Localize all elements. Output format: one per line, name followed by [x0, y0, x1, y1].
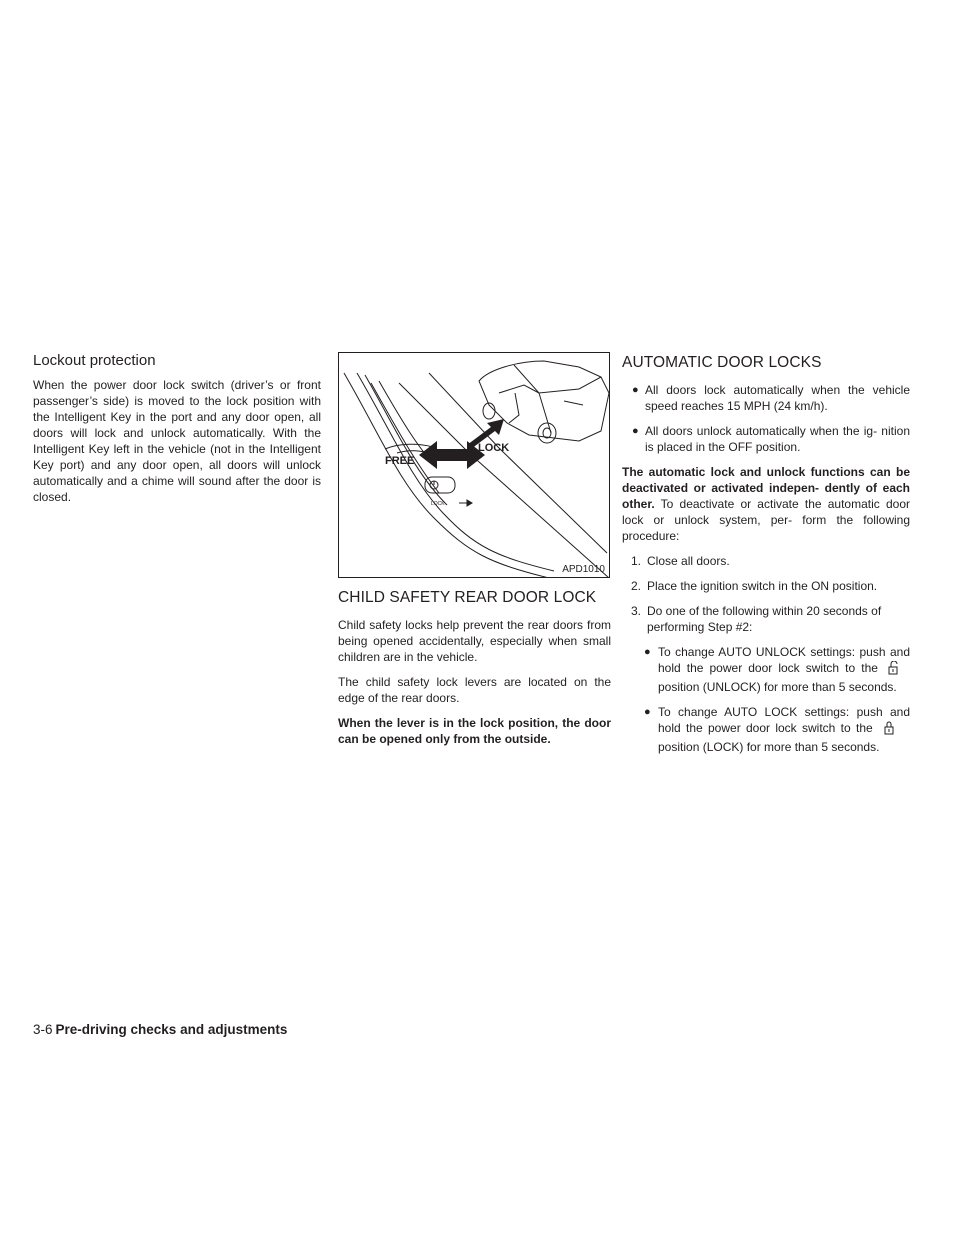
child-safety-para2: The child safety lock levers are located on the edge of the rear doors. — [338, 675, 611, 705]
procedure-steps — [622, 553, 910, 635]
bullet-item — [622, 423, 910, 455]
auto-locks-intro — [622, 464, 910, 544]
child-safety-heading: CHILD SAFETY REAR DOOR LOCK — [338, 589, 597, 606]
step-number: 3. — [631, 604, 642, 618]
child-lock-figure — [338, 352, 610, 578]
bullet-dot: ● — [644, 706, 651, 718]
child-safety-section — [338, 352, 611, 756]
bullet-text: All doors lock automatically when the vehicle speed reaches 15 MPH (24 km/h). — [645, 383, 910, 413]
procedure-step — [622, 603, 910, 635]
page-number: 3-6 — [33, 1022, 53, 1037]
chapter-title: Pre-driving checks and adjustments — [55, 1022, 288, 1037]
bullet-dot: ● — [644, 646, 651, 658]
step-text: Place the ignition switch in the ON position. — [647, 579, 878, 593]
child-safety-para1: Child safety locks help prevent the rear doors from being opened accidentally, especially when small children are in the vehicle. — [338, 618, 611, 664]
sub-bullet-item — [622, 704, 910, 755]
step-number: 1. — [631, 554, 642, 568]
automatic-door-locks-heading: AUTOMATIC DOOR LOCKS — [622, 354, 822, 371]
sub-bullet-text: position (LOCK) for more than 5 seconds. — [658, 740, 880, 754]
step-text: Do one of the following within 20 seconds of performing Step #2: — [647, 604, 882, 634]
free-label: FREE — [385, 455, 415, 467]
procedure-step — [622, 553, 910, 569]
lockout-protection-heading: Lockout protection — [33, 352, 156, 369]
lock-icon — [880, 721, 908, 739]
small-lock-label: LOCK — [431, 501, 445, 507]
auto-locks-intro-bold: The automatic lock and unlock functions can be deactivated or activated indepen- dently of each other. — [622, 465, 910, 511]
automatic-door-locks-section — [622, 352, 910, 764]
bullet-dot: ● — [632, 384, 639, 396]
bullet-dot: ● — [632, 425, 639, 437]
auto-locks-intro-rest: To deactivate or activate the automatic door lock or unlock system, per- form the following procedure: — [622, 497, 910, 543]
bullet-item — [622, 382, 910, 414]
lock-label: LOCK — [478, 442, 510, 454]
sub-bullet-text: To change AUTO LOCK settings: push and hold the power door lock switch to the — [658, 705, 910, 735]
step-number: 2. — [631, 579, 642, 593]
sub-bullet-text: To change AUTO UNLOCK settings: push and hold the power door lock switch to the — [658, 645, 910, 675]
sub-bullet-item — [622, 644, 910, 695]
procedure-step — [622, 578, 910, 594]
page-footer — [33, 1022, 287, 1037]
lockout-protection-body: When the power door lock switch (driver’s or front passenger’s side) is moved to the lock position with the Intelligent Key in the port and any door open, all doors will lock and unlock automatically. With the Intelligent Key left in the vehicle (not in the Intelligent Key port) and any door open, all doors will unlock automatically and a chime will sound after the door is closed. — [33, 378, 321, 504]
bullet-text: All doors unlock automatically when the ig- nition is placed in the OFF position. — [645, 424, 910, 454]
figure-id: APD1010 — [562, 564, 605, 575]
child-safety-warning: When the lever is in the lock position, the door can be opened only from the outside. — [338, 716, 611, 746]
step-text: Close all doors. — [647, 554, 730, 568]
unlock-icon — [886, 661, 908, 679]
lockout-protection-section — [33, 352, 321, 514]
child-lock-illustration — [339, 353, 610, 578]
sub-bullet-text: position (UNLOCK) for more than 5 seconds. — [658, 680, 897, 694]
